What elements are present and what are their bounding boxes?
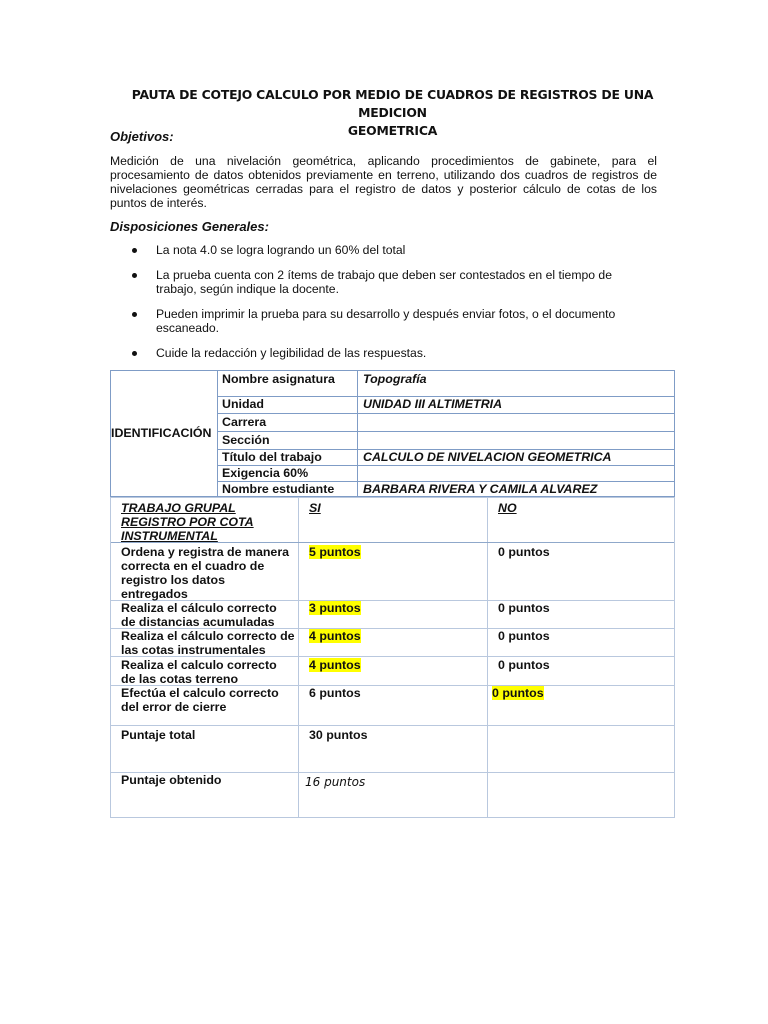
score-highlight: 0 puntos xyxy=(492,686,544,700)
list-item xyxy=(110,268,655,297)
table-row xyxy=(217,371,674,397)
list-item xyxy=(110,307,655,336)
document-title xyxy=(110,86,675,140)
no-cell: 0 puntos xyxy=(498,658,550,672)
score-highlight: 5 puntos xyxy=(309,545,361,559)
list-item-text: La prueba cuenta con 2 ítems de trabajo que deben ser contestados en el tiempo de trabajo, según indique la docente. xyxy=(156,267,612,296)
table-row xyxy=(217,450,674,466)
field-name: Sección xyxy=(217,432,357,449)
objetivos-heading: Objetivos: xyxy=(110,129,174,144)
criterio-header: TRABAJO GRUPAL REGISTRO POR COTA INSTRUMENTAL xyxy=(121,501,254,543)
no-cell xyxy=(492,686,544,700)
field-value xyxy=(357,466,674,481)
row-divider xyxy=(111,725,674,726)
title-line-1: PAUTA DE COTEJO CALCULO POR MEDIO DE CUADROS DE REGISTROS DE UNA MEDICION xyxy=(131,87,654,120)
total-value: 30 puntos xyxy=(309,728,368,742)
si-header: SI xyxy=(309,501,321,515)
list-item-text: La nota 4.0 se logra logrando un 60% del total xyxy=(156,243,406,257)
bullet-icon xyxy=(132,351,137,356)
list-item xyxy=(110,346,655,361)
no-cell: 0 puntos xyxy=(498,545,550,559)
evaluation-table xyxy=(110,497,675,818)
table-row xyxy=(217,397,674,414)
field-value: CALCULO DE NIVELACION GEOMETRICA xyxy=(357,450,674,465)
obtained-label: Puntaje obtenido xyxy=(121,773,222,787)
total-label: Puntaje total xyxy=(121,728,196,742)
table-row xyxy=(217,482,674,497)
obtained-value: 16 puntos xyxy=(305,775,366,789)
field-value xyxy=(357,414,674,431)
criterio-cell: Realiza el calculo correcto de las cotas terreno xyxy=(121,658,277,686)
table-row xyxy=(217,414,674,432)
si-cell: 6 puntos xyxy=(309,686,361,700)
score-highlight: 4 puntos xyxy=(309,658,361,672)
criterio-cell: Realiza el cálculo correcto de distancias acumuladas xyxy=(121,601,277,629)
title-line-2: GEOMETRICA xyxy=(347,123,438,138)
bullet-icon xyxy=(132,248,137,253)
criterio-cell: Efectúa el calculo correcto del error de cierre xyxy=(121,686,279,714)
disposiciones-list xyxy=(110,243,655,370)
column-divider xyxy=(298,498,299,817)
no-header: NO xyxy=(498,501,517,515)
no-cell: 0 puntos xyxy=(498,601,550,615)
si-cell xyxy=(309,545,361,559)
si-cell xyxy=(309,601,361,615)
field-name: Unidad xyxy=(217,397,357,413)
list-item xyxy=(110,243,655,258)
disposiciones-heading: Disposiciones Generales: xyxy=(110,219,269,234)
identification-table xyxy=(110,370,675,497)
field-value: Topografía xyxy=(357,371,674,396)
column-divider xyxy=(487,498,488,817)
objetivos-paragraph: Medición de una nivelación geométrica, aplicando procedimientos de gabinete, para el procesamiento de datos obtenidos previamente en terreno, utilizando dos cuadros de registros de nivelaciones geométricas cerradas para el registro de datos y posterior cálculo de cotas de los puntos de interés. xyxy=(110,154,657,210)
field-name: Título del trabajo xyxy=(217,450,357,465)
table-row xyxy=(217,432,674,450)
field-value: UNIDAD III ALTIMETRIA xyxy=(357,397,674,413)
field-name: Nombre estudiante xyxy=(217,482,357,497)
field-name: Carrera xyxy=(217,414,357,431)
field-value xyxy=(357,432,674,449)
criterio-cell: Realiza el cálculo correcto de las cotas instrumentales xyxy=(121,629,295,657)
list-item-text: Pueden imprimir la prueba para su desarrollo y después enviar fotos, o el documento escaneado. xyxy=(156,306,616,335)
bullet-icon xyxy=(132,312,137,317)
identification-label: IDENTIFICACIÓN xyxy=(111,426,212,440)
si-cell xyxy=(309,658,361,672)
field-name: Nombre asignatura xyxy=(217,371,357,396)
no-cell: 0 puntos xyxy=(498,629,550,643)
identification-grid xyxy=(217,371,674,496)
list-item-text: Cuide la redacción y legibilidad de las respuestas. xyxy=(156,345,427,360)
bullet-icon xyxy=(132,273,137,278)
score-highlight: 3 puntos xyxy=(309,601,361,615)
table-row xyxy=(217,466,674,482)
si-cell xyxy=(309,629,361,643)
field-value: BARBARA RIVERA Y CAMILA ALVAREZ xyxy=(357,482,674,497)
score-highlight: 4 puntos xyxy=(309,629,361,643)
criterio-cell: Ordena y registra de manera correcta en el cuadro de registro los datos entregados xyxy=(121,545,290,601)
field-name: Exigencia 60% xyxy=(217,466,357,481)
